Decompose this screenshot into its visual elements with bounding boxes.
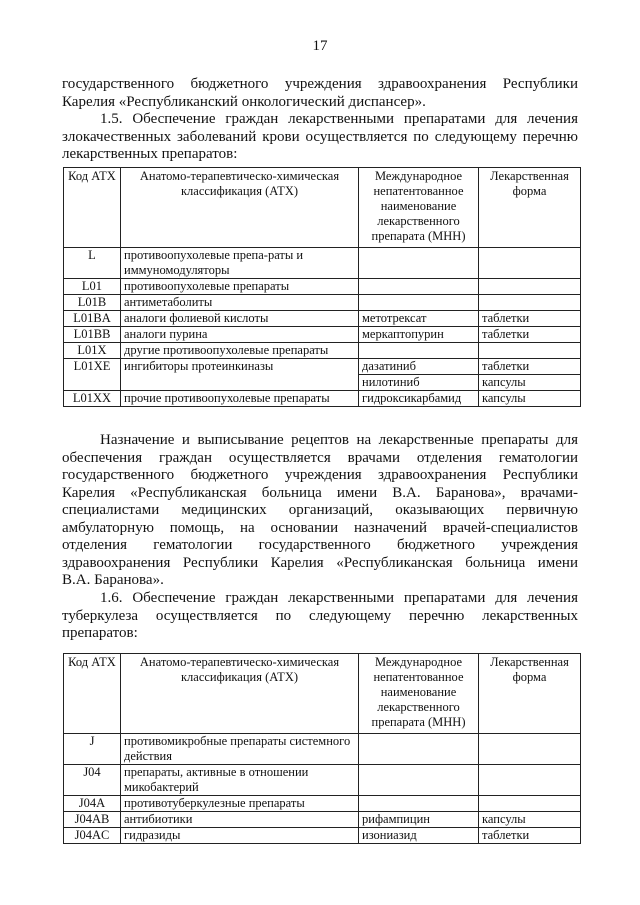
header-classification: Анатомо-терапевтическо-химическая классификация (АТХ) xyxy=(121,168,359,248)
header-inn: Международное непатентованное наименование лекарственного препарата (МНН) xyxy=(359,168,479,248)
cell-inn xyxy=(359,734,479,765)
cell-code: L01X xyxy=(64,343,121,359)
text-line: здравоохранения Республики Карелия «Республиканская больница имени xyxy=(62,554,578,571)
cell-class: другие противоопухолевые препараты xyxy=(121,343,359,359)
cell-form: таблетки xyxy=(479,327,581,343)
cell-code: L xyxy=(64,248,121,279)
text-line: туберкулеза осуществляется по следующему перечню лекарственных xyxy=(62,607,578,624)
text-line: государственного бюджетного учреждения здравоохранения Республики xyxy=(62,76,578,92)
cell-form: капсулы xyxy=(479,375,581,391)
cell-class: ингибиторы протеинкиназы xyxy=(121,359,359,391)
cell-form: таблетки xyxy=(479,359,581,375)
page-number: 17 xyxy=(312,38,328,54)
text-line: обеспечения граждан осуществляется врачами отделения гематологии xyxy=(62,449,578,466)
cell-form xyxy=(479,343,581,359)
cell-inn: метотрексат xyxy=(359,311,479,327)
cell-form: капсулы xyxy=(479,391,581,407)
text-line: государственного бюджетного учреждения здравоохранения Республики xyxy=(62,467,578,483)
cell-inn xyxy=(359,796,479,812)
cell-form xyxy=(479,248,581,279)
text-line: отделения гематологии государственного бюджетного учреждения xyxy=(62,537,578,553)
text-line: препаратов: xyxy=(62,625,138,641)
cell-class: аналоги пурина xyxy=(121,327,359,343)
cell-code: L01BB xyxy=(64,327,121,343)
paragraph-prescription xyxy=(62,432,578,590)
table-row xyxy=(64,796,581,812)
cell-code: J04 xyxy=(64,765,121,796)
text-line: амбулаторную помощь, на основании назначений врачей-специалистов xyxy=(62,519,578,536)
text-line: Назначение и выписывание рецептов на лекарственные препараты для xyxy=(100,432,578,448)
text-line: злокачественных заболеваний крови осуществляется по следующему перечню xyxy=(62,128,578,145)
cell-form: таблетки xyxy=(479,828,581,844)
table-row xyxy=(64,343,581,359)
table-row xyxy=(64,327,581,343)
cell-form xyxy=(479,796,581,812)
cell-inn: гидроксикарбамид xyxy=(359,391,479,407)
header-code: Код АТХ xyxy=(64,168,121,248)
cell-code: L01XX xyxy=(64,391,121,407)
text-line: специалистами медицинских организаций, оказывающих первичную xyxy=(62,502,578,518)
paragraph-1-5 xyxy=(62,111,578,164)
tuberculosis-drugs-table xyxy=(63,653,581,844)
text-line: Карелия «Республиканский онкологический диспансер». xyxy=(62,93,426,110)
cell-class: гидразиды xyxy=(121,828,359,844)
table-row xyxy=(64,359,581,375)
cell-class: противоопухолевые препа-раты и иммуномодуляторы xyxy=(121,248,359,279)
cell-code: L01BA xyxy=(64,311,121,327)
cell-code: J04A xyxy=(64,796,121,812)
cell-class: антибиотики xyxy=(121,812,359,828)
cell-code: J xyxy=(64,734,121,765)
cell-code: J04AC xyxy=(64,828,121,844)
text-line: лекарственных препаратов: xyxy=(62,146,238,162)
cell-inn xyxy=(359,279,479,295)
cell-class: противотуберкулезные препараты xyxy=(121,796,359,812)
cell-class: противомикробные препараты системного действия xyxy=(121,734,359,765)
cell-code: J04AB xyxy=(64,812,121,828)
cell-class: аналоги фолиевой кислоты xyxy=(121,311,359,327)
header-code: Код АТХ xyxy=(64,654,121,734)
text-line: 1.6. Обеспечение граждан лекарственными препаратами для лечения xyxy=(100,590,578,606)
cell-class: препараты, активные в отношении микобактерий xyxy=(121,765,359,796)
header-form: Лекарственная форма xyxy=(479,168,581,248)
cell-inn xyxy=(359,343,479,359)
header-classification: Анатомо-терапевтическо-химическая классификация (АТХ) xyxy=(121,654,359,734)
blood-cancer-drugs-table xyxy=(63,167,581,407)
cell-code: L01 xyxy=(64,279,121,295)
cell-form xyxy=(479,279,581,295)
table-row xyxy=(64,812,581,828)
table-row xyxy=(64,734,581,765)
cell-code: L01XE xyxy=(64,359,121,391)
table-row xyxy=(64,391,581,407)
cell-inn: рифампицин xyxy=(359,812,479,828)
cell-inn xyxy=(359,248,479,279)
cell-form xyxy=(479,295,581,311)
cell-inn xyxy=(359,765,479,796)
cell-inn: меркаптопурин xyxy=(359,327,479,343)
table-row xyxy=(64,311,581,327)
cell-class: антиметаболиты xyxy=(121,295,359,311)
cell-form xyxy=(479,734,581,765)
table-row xyxy=(64,279,581,295)
cell-inn: изониазид xyxy=(359,828,479,844)
cell-form: таблетки xyxy=(479,311,581,327)
table-row xyxy=(64,828,581,844)
cell-inn: нилотиниб xyxy=(359,375,479,391)
text-line: 1.5. Обеспечение граждан лекарственными препаратами для лечения xyxy=(100,111,578,127)
cell-code: L01B xyxy=(64,295,121,311)
paragraph-continuation xyxy=(62,76,578,111)
cell-form: капсулы xyxy=(479,812,581,828)
paragraph-1-6 xyxy=(62,590,578,643)
cell-form xyxy=(479,765,581,796)
table-row xyxy=(64,765,581,796)
table-row xyxy=(64,248,581,279)
text-line: В.А. Баранова». xyxy=(62,572,164,588)
table-row xyxy=(64,295,581,311)
cell-inn xyxy=(359,295,479,311)
header-form: Лекарственная форма xyxy=(479,654,581,734)
text-line: Карелия «Республиканская больница имени В.А. Баранова», врачами- xyxy=(62,484,578,501)
cell-inn: дазатиниб xyxy=(359,359,479,375)
cell-class: прочие противоопухолевые препараты xyxy=(121,391,359,407)
header-inn: Международное непатентованное наименование лекарственного препарата (МНН) xyxy=(359,654,479,734)
cell-class: противоопухолевые препараты xyxy=(121,279,359,295)
